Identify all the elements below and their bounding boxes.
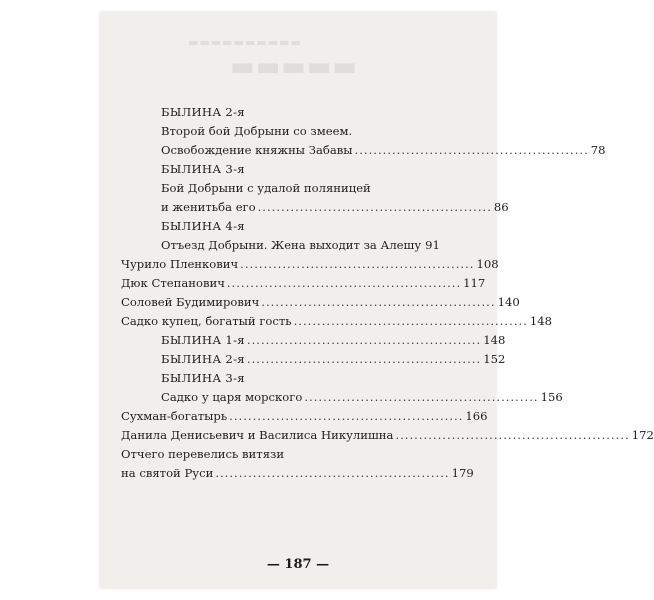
- toc-entry: [121, 447, 432, 461]
- toc-heading: [161, 371, 432, 385]
- toc-page-number: 148: [483, 333, 506, 347]
- toc-page-number: 166: [465, 409, 488, 423]
- toc-entry-title: БЫЛИНА 2-я: [161, 105, 245, 119]
- toc-entry: [121, 314, 553, 328]
- toc-entry-title: Освобождение княжны Забавы: [161, 143, 353, 157]
- dot-leader: ..................................................: [215, 466, 450, 480]
- toc-entry-title: Бой Добрыни с удалой поляницей: [161, 181, 371, 195]
- toc-page-number: 172: [631, 428, 654, 442]
- toc-page-number: 78: [590, 143, 606, 157]
- dot-leader: ..................................................: [293, 314, 528, 328]
- toc-page-number: 140: [497, 295, 520, 309]
- book-page: [100, 12, 654, 588]
- toc-entry: [161, 200, 509, 214]
- toc-entry-title: Отчего перевелись витязи: [121, 447, 285, 461]
- toc-entry-title: БЫЛИНА 2-я: [161, 352, 245, 366]
- toc-page-number: 117: [463, 276, 486, 290]
- show-through-heading: ▬▬▬▬▬: [230, 52, 358, 82]
- toc-entry-title: Садко купец, богатый гость: [121, 314, 292, 328]
- show-through-text: ▬▬▬▬▬▬▬▬▬▬: [188, 36, 302, 49]
- toc-page-number: 91: [425, 238, 440, 252]
- toc-entry: [121, 466, 474, 480]
- toc-entry: [161, 181, 432, 195]
- toc-entry: [121, 276, 486, 290]
- dot-leader: ..................................................: [240, 257, 475, 271]
- toc-entry: [121, 295, 520, 309]
- toc-entry: [161, 390, 563, 404]
- toc-entry: [161, 238, 440, 252]
- dot-leader: ..................................................: [257, 200, 492, 214]
- toc-entry-title: БЫЛИНА 1-я: [161, 333, 245, 347]
- toc-entry: [121, 257, 499, 271]
- toc-entry: [121, 409, 488, 423]
- toc-entry-title: БЫЛИНА 3-я: [161, 371, 245, 385]
- toc-entry-title: Соловей Будимирович: [121, 295, 260, 309]
- dot-leader: ..................................................: [395, 428, 630, 442]
- toc-page-number: 148: [529, 314, 553, 328]
- toc-entry-title: Дюк Степанович: [121, 276, 225, 290]
- toc-entry-title: на святой Руси: [121, 466, 214, 480]
- toc-entry-title: и женитьба его: [161, 200, 256, 214]
- toc-entry-title: Чурило Пленкович: [121, 257, 239, 271]
- toc-entry-title: Садко у царя морского: [161, 390, 303, 404]
- toc-entry-title: БЫЛИНА 4-я: [161, 219, 245, 233]
- toc-heading: [161, 105, 432, 119]
- toc-heading: [161, 162, 432, 176]
- toc-entry-title: Данила Денисьевич и Василиса Никулишна: [121, 428, 394, 442]
- dot-leader: ..................................................: [226, 276, 462, 290]
- toc-heading: [161, 333, 506, 347]
- toc-entry: [161, 124, 432, 138]
- toc-page-number: 156: [540, 390, 563, 404]
- toc-page-number: 152: [483, 352, 506, 366]
- toc-heading: [161, 352, 506, 366]
- toc-entry-title: Сухман-богатырь: [121, 409, 228, 423]
- toc-entry-title: БЫЛИНА 3-я: [161, 162, 245, 176]
- toc-page-number: 108: [476, 257, 499, 271]
- toc-page-number: 179: [451, 466, 474, 480]
- toc-page-number: 86: [493, 200, 509, 214]
- toc-entry-title: Отъезд Добрыни. Жена выходит за Алешу: [161, 238, 422, 252]
- toc-entry-title: Второй бой Добрыни со змеем.: [161, 124, 353, 138]
- toc-entry: [161, 143, 606, 157]
- toc-heading: [161, 219, 432, 233]
- dot-leader: ..................................................: [246, 352, 482, 366]
- dot-leader: ..................................................: [246, 333, 482, 347]
- dot-leader: ..................................................: [354, 143, 589, 157]
- dot-leader: ..................................................: [229, 409, 464, 423]
- dot-leader: ..................................................: [261, 295, 496, 309]
- dot-leader: ..................................................: [304, 390, 539, 404]
- page-number: — 187 —: [266, 557, 330, 572]
- toc-entry: [121, 428, 654, 442]
